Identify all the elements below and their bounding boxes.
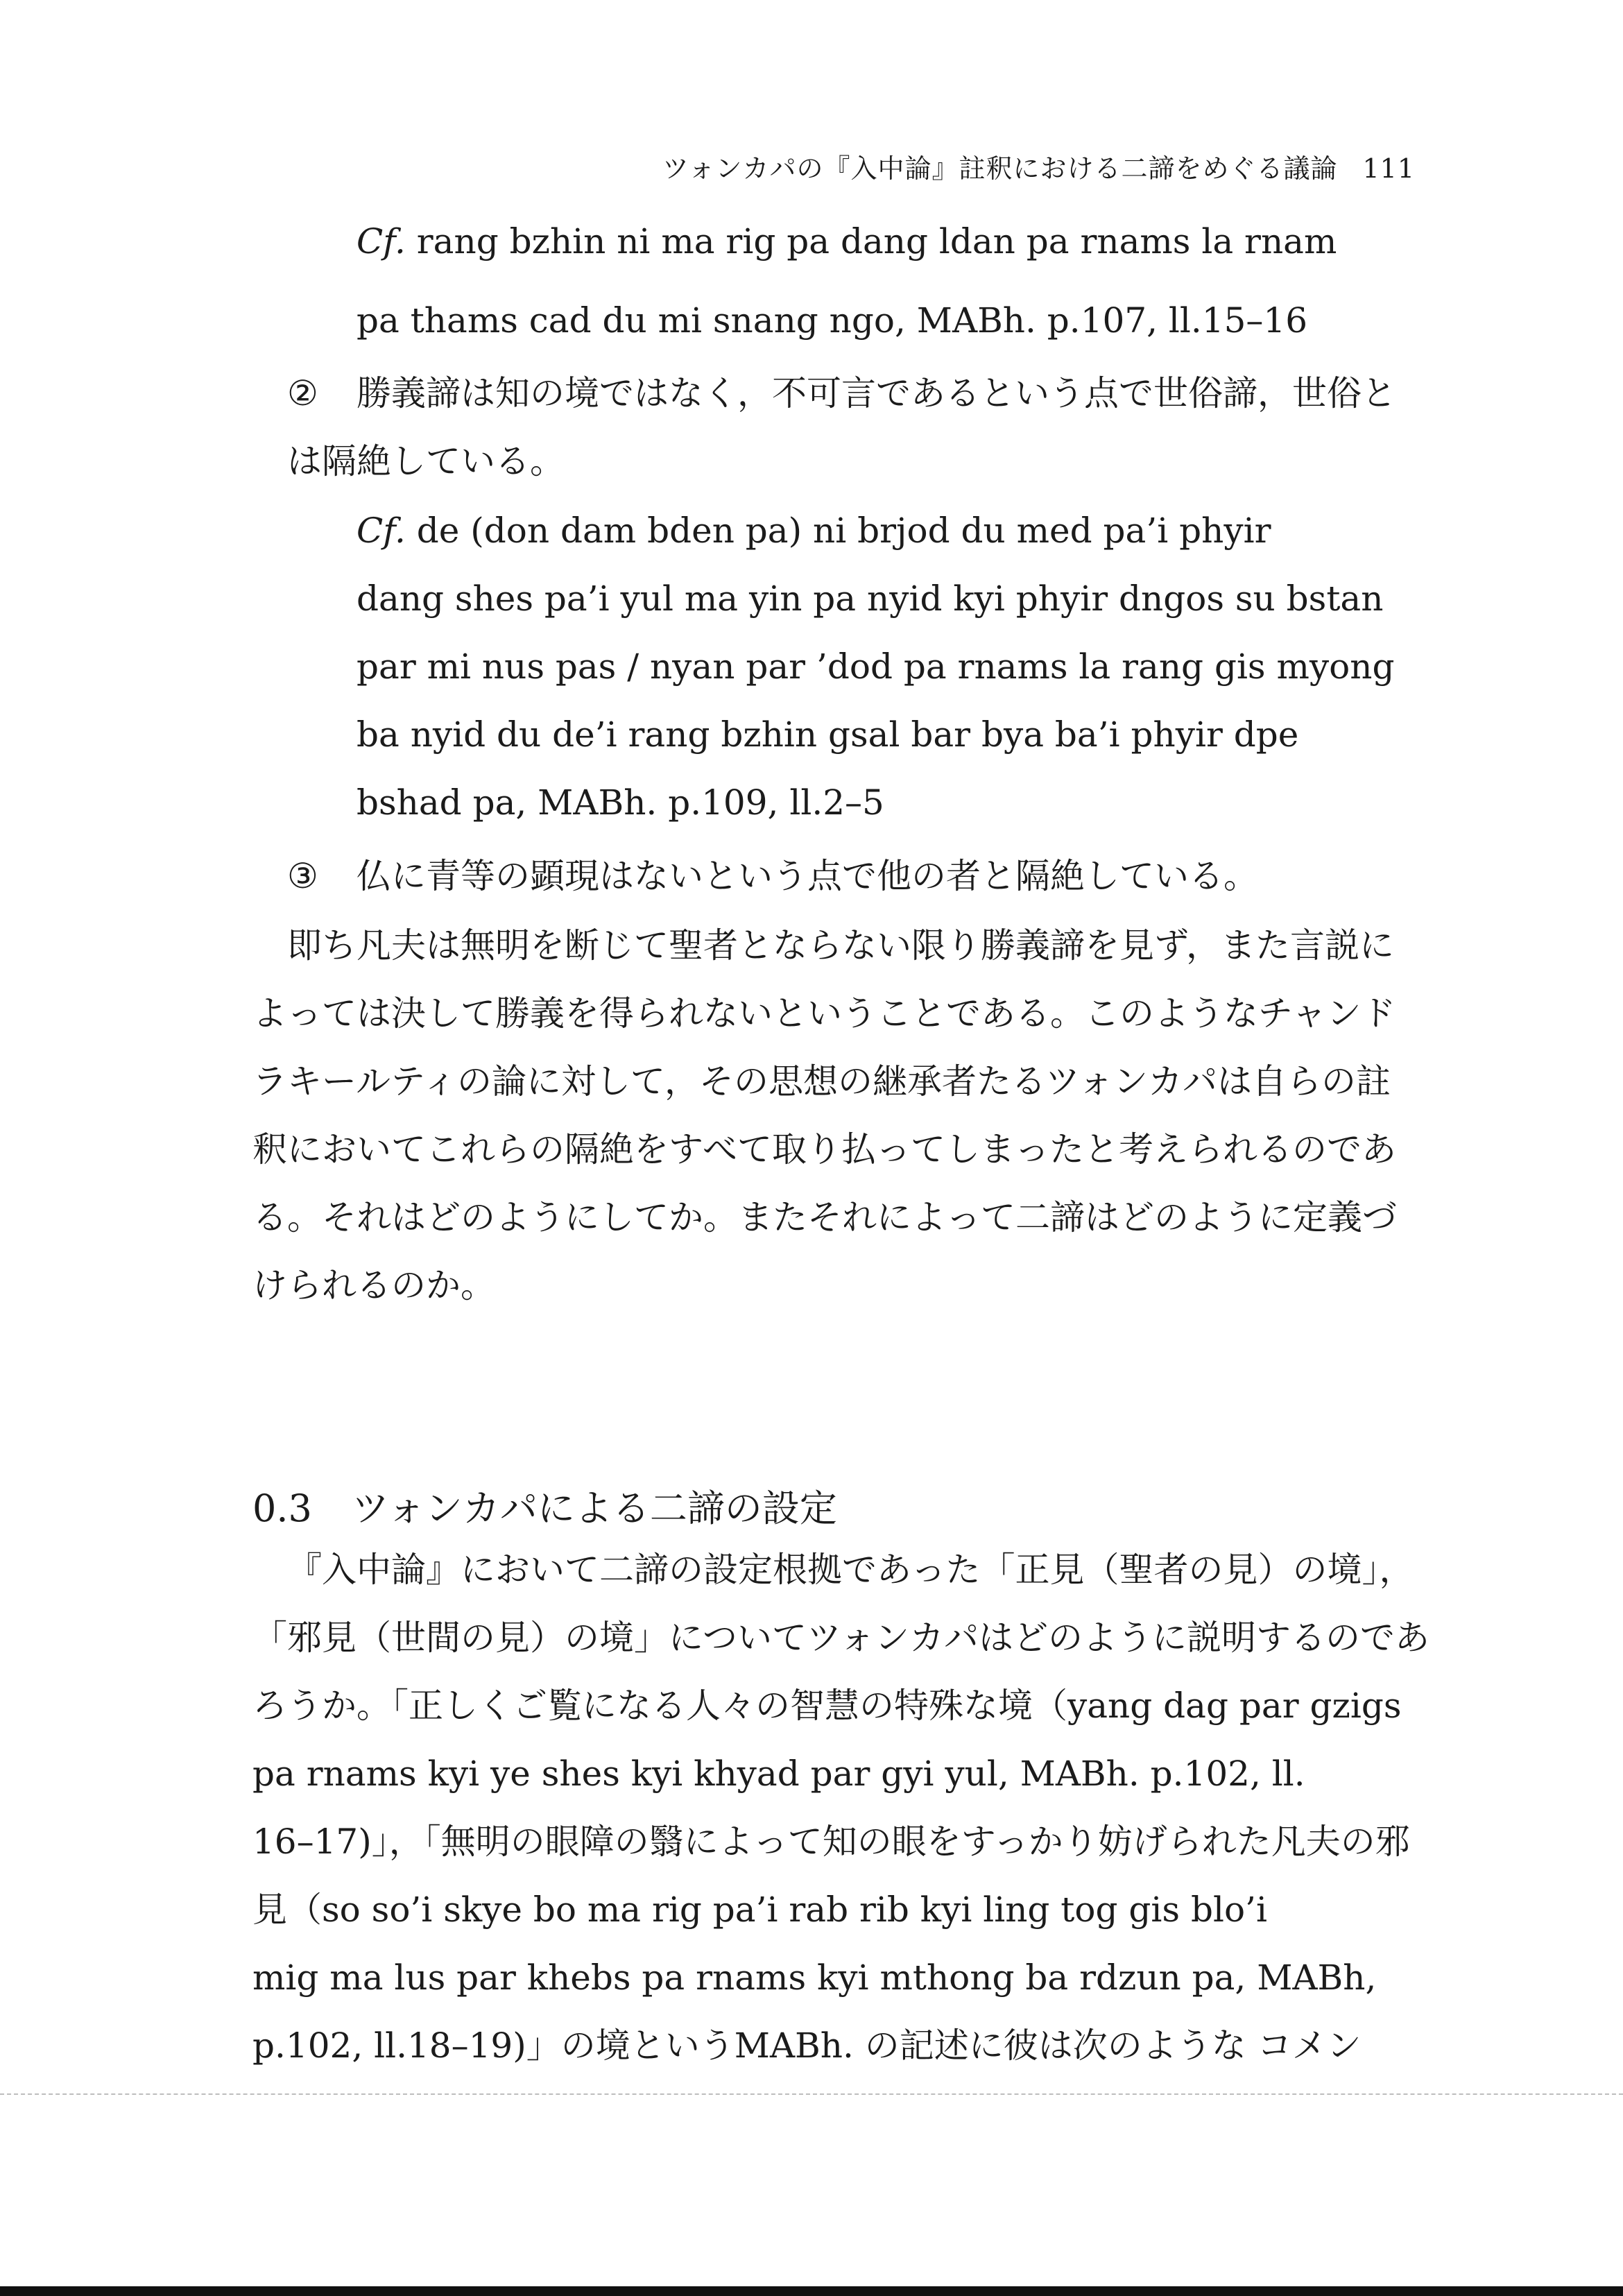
text-line: ラキールティの論に対して，その思想の継承者たるツォンカパは自らの註 <box>252 1061 1391 1102</box>
text-line: 「邪見（世間の見）の境」についてツォンカパはどのように説明するのであ <box>252 1618 1429 1658</box>
text-line: よっては決して勝義を得られないということである。このようなチャンド <box>252 993 1396 1034</box>
text-line <box>357 511 1271 551</box>
section-title: ツォンカパによる二諦の設定 <box>352 1487 837 1530</box>
text-line: ba nyid du de’i rang bzhin gsal bar bya ba’i phyir dpe <box>357 714 1299 755</box>
text-line: bshad pa, MABh. p.109, ll.2–5 <box>357 782 884 823</box>
page-number: 111 <box>1362 153 1415 184</box>
item-number: ③ <box>287 856 318 896</box>
tibetan-quote: rang bzhin ni ma rig pa dang ldan pa rnams la rnam <box>416 221 1337 262</box>
running-title: ツォンカパの『入中論』註釈における二諦をめぐる議論 <box>662 153 1338 184</box>
text-line: 仏に青等の顕現はないという点で他の者と隔絶している。 <box>357 856 1258 896</box>
section-number: 0.3 <box>252 1487 312 1530</box>
text-line: pa rnams kyi ye shes kyi khyad par gyi yul, MABh. p.102, ll. <box>252 1754 1305 1794</box>
text-line: dang shes pa’i yul ma yin pa nyid kyi phyir dngos su bstan <box>357 579 1384 619</box>
text-line: 16–17)」，「無明の眼障の翳によって知の眼をすっかり妨げられた凡夫の邪 <box>252 1822 1410 1862</box>
text-line: ろうか。「正しくご覧になる人々の智慧の特殊な境（yang dag par gzigs <box>252 1686 1402 1726</box>
tibetan-quote: de (don dam bden pa) ni brjod du med pa’i phyir <box>416 511 1271 551</box>
text-line: は隔絶している。 <box>287 441 565 481</box>
text-line: mig ma lus par khebs pa rnams kyi mthong ba rdzun pa, MABh, <box>252 1957 1377 1998</box>
text-line: 見（so so’i skye bo ma rig pa’i rab rib kyi ling tog gis blo’i <box>252 1890 1267 1930</box>
text-line <box>357 221 1337 262</box>
text-line: 釈においてこれらの隔絶をすべて取り払ってしまったと考えられるのであ <box>252 1129 1396 1170</box>
section-heading <box>252 1479 837 1532</box>
scan-dashed-line <box>0 2093 1623 2095</box>
item-number: ② <box>287 373 318 413</box>
text-line: 『入中論』において二諦の設定根拠であった「正見（聖者の見）の境」， <box>287 1550 1414 1590</box>
text-line: けられるのか。 <box>252 1265 495 1305</box>
cf-label: Cf. <box>357 511 406 551</box>
cf-label: Cf. <box>357 221 406 262</box>
text-line: p.102, ll.18–19)」の境というMABh. の記述に彼は次のような コメン <box>252 2025 1362 2066</box>
running-header <box>662 147 1415 185</box>
text-line: 勝義諦は知の境ではなく，不可言であるという点で世俗諦，世俗と <box>357 373 1396 413</box>
scan-bottom-border <box>0 2286 1623 2296</box>
text-line: る。それはどのようにしてか。またそれによって二諦はどのように定義づ <box>252 1197 1397 1237</box>
text-line: 即ち凡夫は無明を断じて聖者とならない限り勝義諦を見ず，また言説に <box>287 925 1394 966</box>
text-line: pa thams cad du mi snang ngo, MABh. p.107, ll.15–16 <box>357 300 1308 341</box>
text-line: par mi nus pas / nyan par ’dod pa rnams la rang gis myong <box>357 646 1395 687</box>
